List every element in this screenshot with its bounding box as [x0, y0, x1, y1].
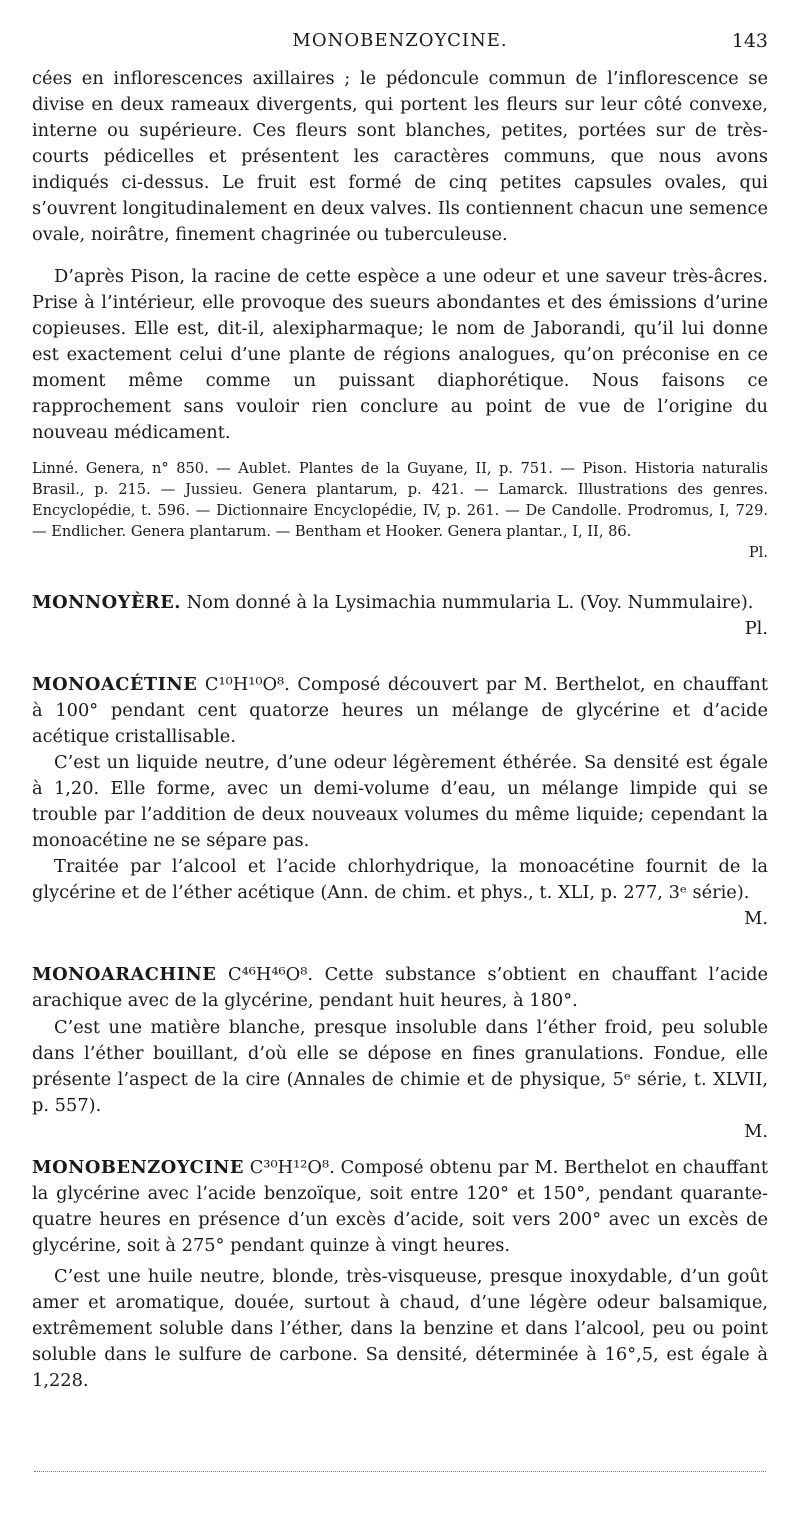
entry-text: Cette substance s’obtient en chauffant l’acide arachique avec de la glycérine, pendant huit heures, à 180°. — [32, 964, 768, 1011]
paragraph-2 — [32, 264, 768, 446]
bibliography-text: Linné. Genera, n° 850. — Aublet. Plantes de la Guyane, II, p. 751. — Pison. Historia naturalis Brasil., p. 215. — Jussieu. Genera plantarum, p. 421. — Lamarck. Illustrations des genres. Encyclopédie, t. 596. — Dictionnaire Encyclopédie, IV, p. 261. — De Candolle. Prodromus, I, 729. — Endlicher. Genera plantarum. — Bentham et Hooker. Genera plantar., I, II, 86. — [32, 460, 768, 540]
entry-heading: MONNOYÈRE. — [32, 592, 181, 613]
entry-text: Composé obtenu par M. Berthelot en chauffant la glycérine avec l’acide benzoïque, soit entre 120° et 150°, pendant quarante-quatre heures en présence d’un excès d’acide, soit vers 200° avec un excès de glycérine, soit à 275° pendant quinze à vingt heures. — [32, 1157, 768, 1256]
entry-heading: MONOBENZOYCINE — [32, 1157, 244, 1178]
entry-monoacetine — [32, 672, 768, 750]
entry-heading: MONOARACHINE — [32, 964, 217, 985]
paragraph-monoacetine-2 — [32, 750, 768, 854]
paragraph-monobenzoycine-2 — [32, 1264, 768, 1394]
entry-heading: MONOACÉTINE — [32, 674, 198, 695]
page-number: 143 — [731, 30, 768, 52]
chemical-formula: C⁴⁶H⁴⁶O⁸. — [228, 964, 313, 985]
paragraph-monoarachine-2 — [32, 1015, 768, 1145]
entry-text: Nom donné à la Lysimachia nummularia L. (Voy. Nummulaire). — [186, 592, 754, 613]
author-signature: Pl. — [748, 544, 768, 561]
running-title: MONOBENZOYCINE. — [292, 30, 508, 51]
paragraph-text: D’après Pison, la racine de cette espèce a une odeur et une saveur très-âcres. Prise à l’intérieur, elle provoque des sueurs abondantes et des émissions d’urine copieuses. Elle est, dit-il, alexipharmaque; le nom de Jaborandi, qu’il lui donne est exactement celui d’une plante de régions analogues, qu’on préconise en ce moment même comme un puissant diaphorétique. Nous faisons ce rapprochement sans vouloir rien conclure au point de vue de l’origine du nouveau médicament. — [32, 266, 768, 443]
chemical-formula: C³⁰H¹²O⁸. — [249, 1157, 335, 1178]
footer-divider — [34, 1471, 766, 1472]
paragraph-text: C’est une huile neutre, blonde, très-visqueuse, presque inoxydable, d’un goût amer et aromatique, douée, surtout à chaud, d’une légère odeur balsamique, extrêmement soluble dans l’éther, dans la benzine et dans l’alcool, peu ou point soluble dans le sulfure de carbone. Sa densité, déterminée à 16°,5, est égale à 1,228. — [32, 1266, 768, 1391]
paragraph-1 — [32, 66, 768, 248]
entry-text: Composé découvert par M. Berthelot, en chauffant à 100° pendant cent quatorze heures un mélange de glycérine et d’acide acétique cristallisable. — [32, 674, 768, 747]
paragraph-text: cées en inflorescences axillaires ; le pédoncule commun de l’inflorescence se divise en deux rameaux divergents, qui portent les fleurs sur leur côté convexe, interne ou supérieure. Ces fleurs sont blanches, petites, portées sur de très-courts pédicelles et présentent les caractères communs, que nous avons indiqués ci-dessus. Le fruit est formé de cinq petites capsules ovales, qui s’ouvrent longitudinalement en deux valves. Ils contiennent chacun une semence ovale, noirâtre, finement chagrinée ou tuberculeuse. — [32, 68, 768, 245]
paragraph-monoacetine-3 — [32, 854, 768, 932]
bibliography — [32, 458, 768, 563]
entry-monobenzoycine — [32, 1155, 768, 1259]
paragraph-text: C’est un liquide neutre, d’une odeur légèrement éthérée. Sa densité est égale à 1,20. Elle forme, avec un demi-volume d’eau, un mélange limpide qui se trouble par l’addition de deux nouveaux volumes du même liquide; cependant la monoacétine ne se sépare pas. — [32, 752, 768, 851]
author-signature: M. — [744, 908, 768, 929]
entry-monoarachine — [32, 962, 768, 1014]
running-head — [32, 30, 768, 54]
paragraph-text: C’est une matière blanche, presque insoluble dans l’éther froid, peu soluble dans l’éther bouillant, d’où elle se dépose en fines granulations. Fondue, elle présente l’aspect de la cire (Annales de chimie et de physique, 5ᵉ série, t. XLVII, p. 557). — [32, 1017, 768, 1116]
paragraph-text: Traitée par l’alcool et l’acide chlorhydrique, la monoacétine fournit de la glycérine et de l’éther acétique (Ann. de chim. et phys., t. XLI, p. 277, 3ᵉ série). — [32, 856, 768, 903]
author-signature: M. — [744, 1121, 768, 1142]
author-signature: Pl. — [744, 618, 768, 639]
entry-monnoyere — [32, 590, 768, 642]
chemical-formula: C¹⁰H¹⁰O⁸. — [204, 674, 290, 695]
